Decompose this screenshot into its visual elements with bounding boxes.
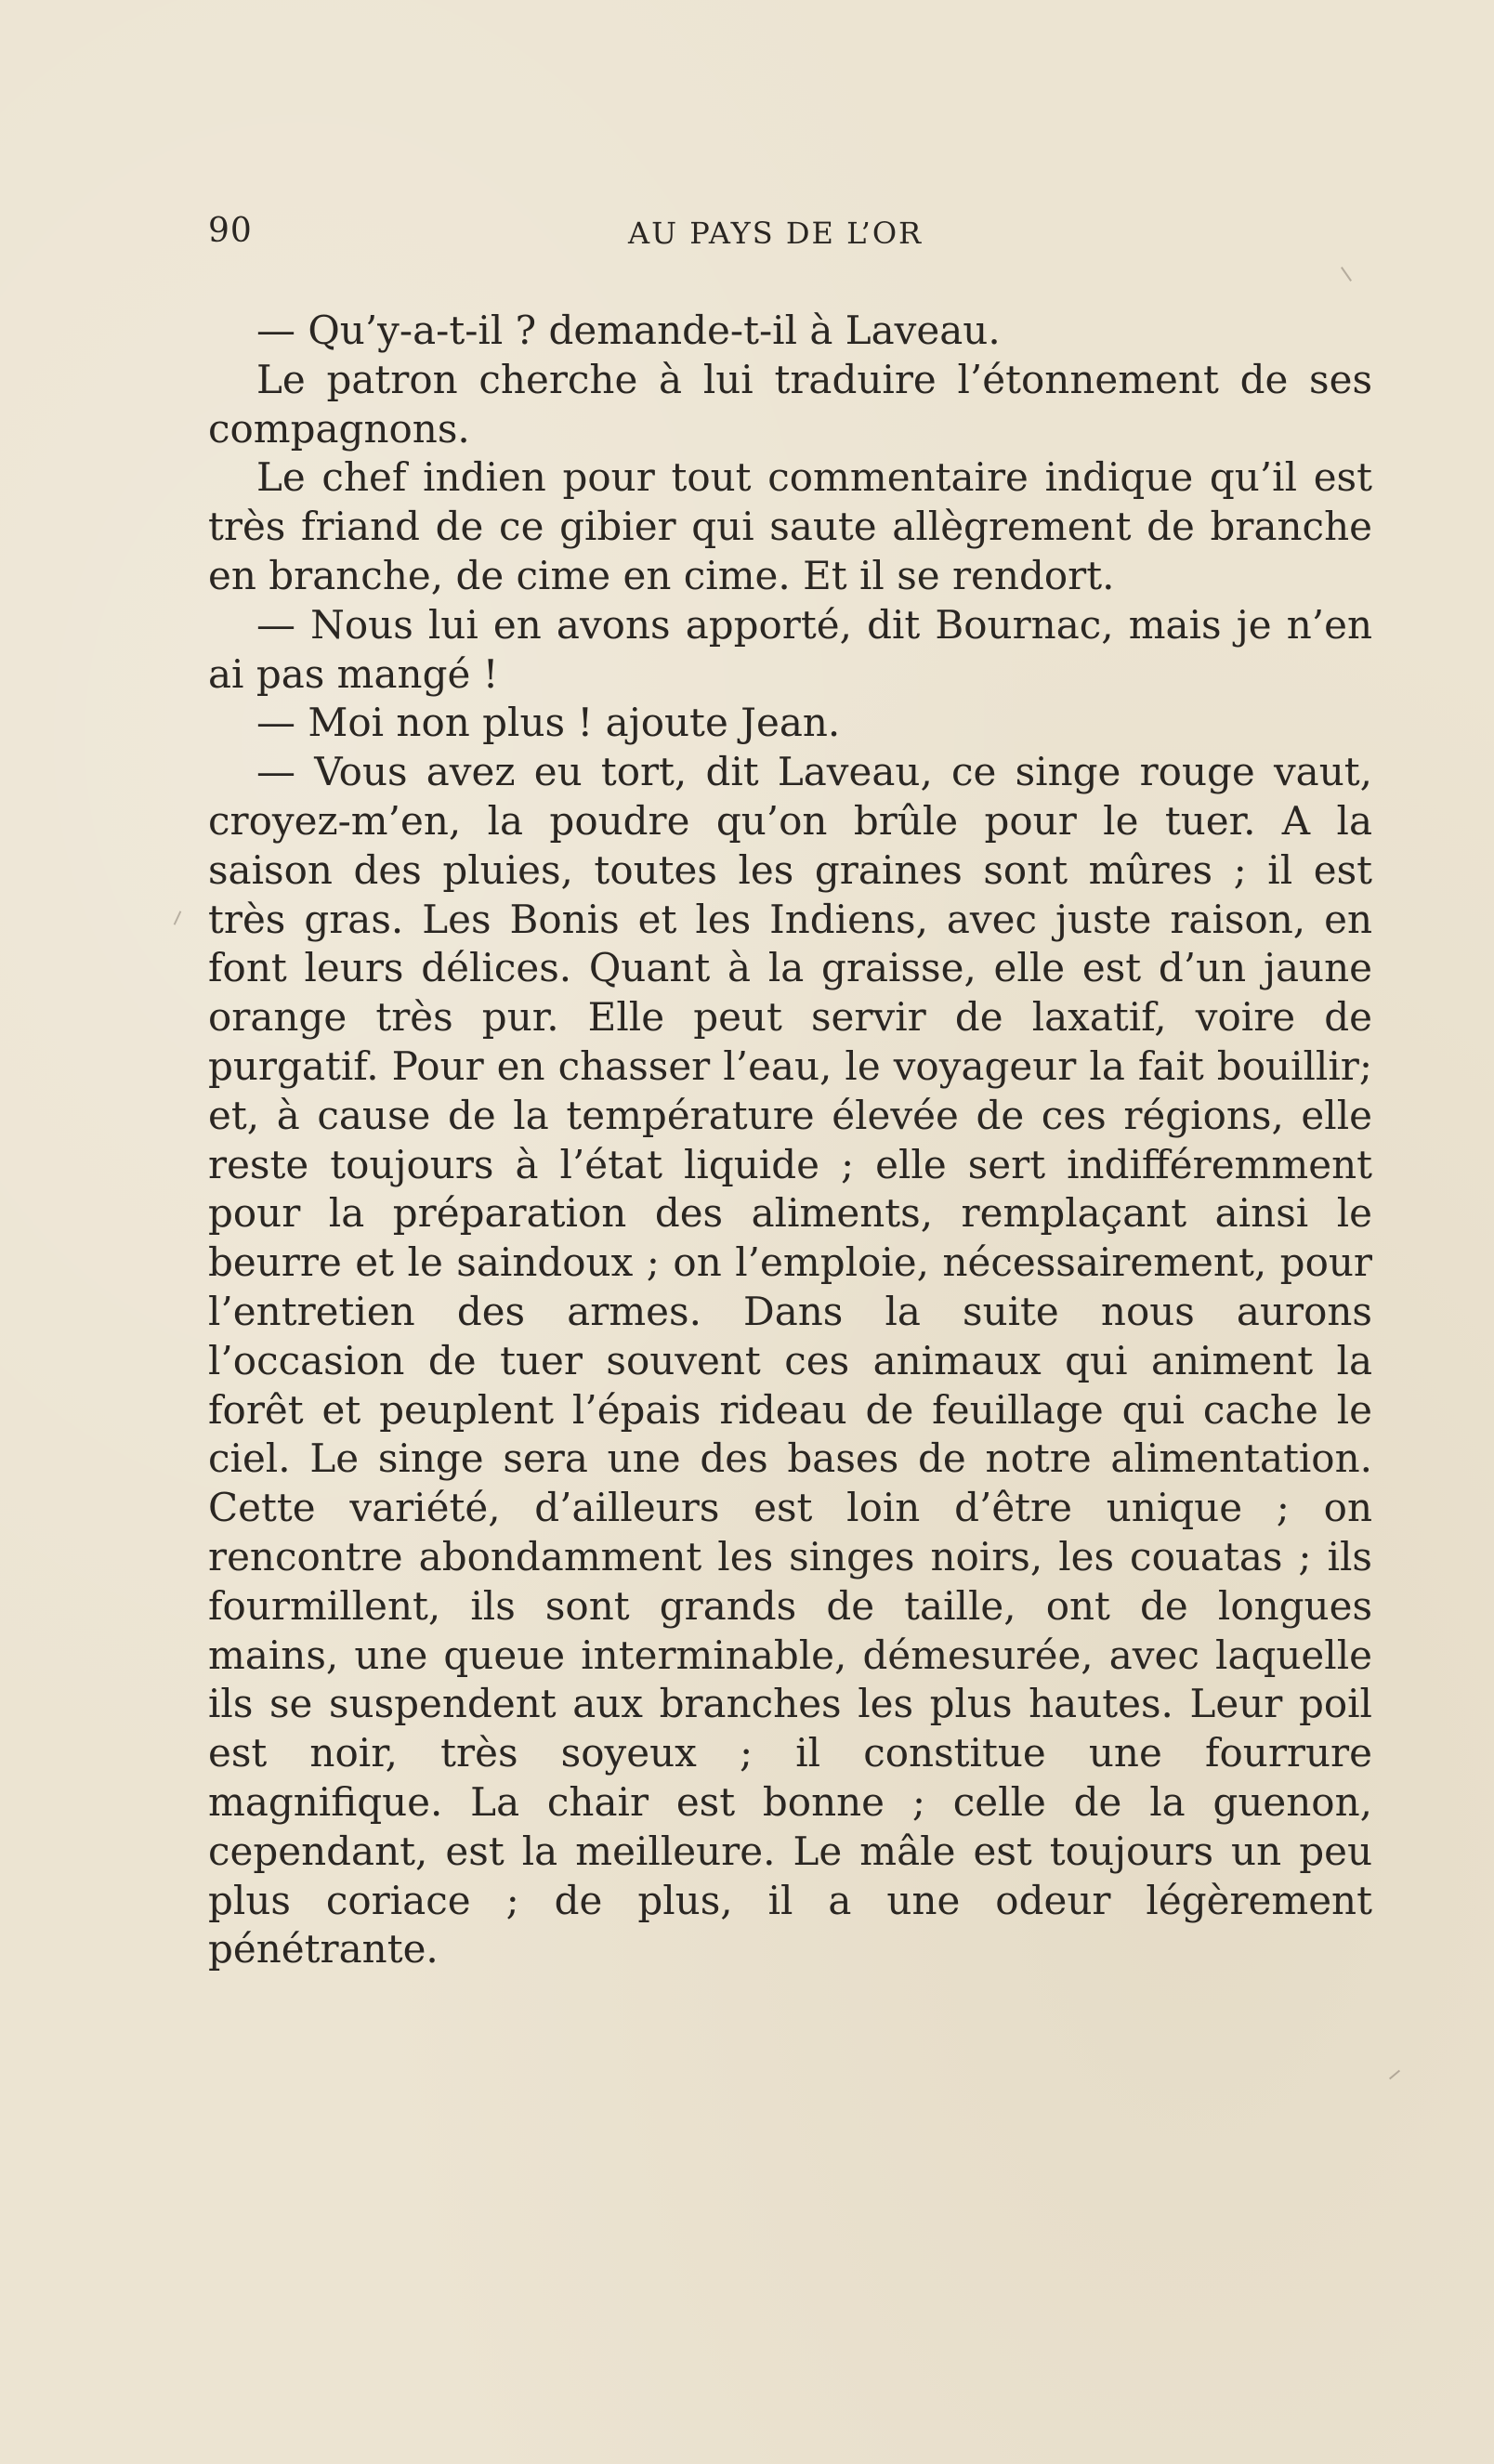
paragraph: — Moi non plus ! ajoute Jean. xyxy=(256,700,841,746)
paragraph: Le chef indien pour tout commentaire indique qu’il est très friand de ce gibier qui saute allègrement de branche en branche, de cime en cime. Et il se rendort. xyxy=(208,454,1372,598)
paper-mark xyxy=(174,911,182,924)
page-header xyxy=(208,212,1370,256)
paragraph: Le patron cherche à lui traduire l’étonnement de ses compagnons. xyxy=(208,356,1372,452)
paragraph: — Vous avez eu tort, dit Laveau, ce singe rouge vaut, croyez-m’en, la poudre qu’on brûle pour le tuer. A la saison des pluies, toutes les graines sont mûres ; il est très gras. Les Bonis et les Indiens, avec juste raison, en font leurs délices. Quant à la graisse, elle est d’un jaune orange très pur. Elle peut servir de laxatif, voire de purgatif. Pour en chasser l’eau, le voyageur la fait bouillir; et, à cause de la température élevée de ces régions, elle reste toujours à l’état liquide ; elle sert indifféremment pour la préparation des aliments, remplaçant ainsi le beurre et le saindoux ; on l’emploie, nécessairement, pour l’entretien des armes. Dans la suite nous aurons l’occasion de tuer souvent ces animaux qui animent la forêt et peuplent l’épais rideau de feuillage qui cache le ciel. Le singe sera une des bases de notre alimentation. Cette variété, d’ailleurs est loin d’être unique ; on rencontre abondamment les singes noirs, les couatas ; ils fourmillent, ils sont grands de taille, ont de longues mains, une queue interminable, démesurée, avec laquelle ils se suspendent aux branches les plus hautes. Leur poil est noir, très soyeux ; il constitue une fourrure magnifique. La chair est bonne ; celle de la guenon, cependant, est la meilleure. Le mâle est toujours un peu plus coriace ; de plus, il a une odeur légèrement pénétrante. xyxy=(208,749,1372,1973)
paragraph: — Nous lui en avons apporté, dit Bournac, mais je n’en ai pas mangé ! xyxy=(208,601,1372,697)
paper-mark xyxy=(1389,2070,1400,2080)
page-number: 90 xyxy=(208,212,253,250)
body-text xyxy=(208,307,1372,1974)
running-title: AU PAYS DE L’OR xyxy=(628,216,924,251)
paper-mark xyxy=(1341,267,1352,282)
paragraph: — Qu’y-a-t-il ? demande-t-il à Laveau. xyxy=(256,308,1001,353)
